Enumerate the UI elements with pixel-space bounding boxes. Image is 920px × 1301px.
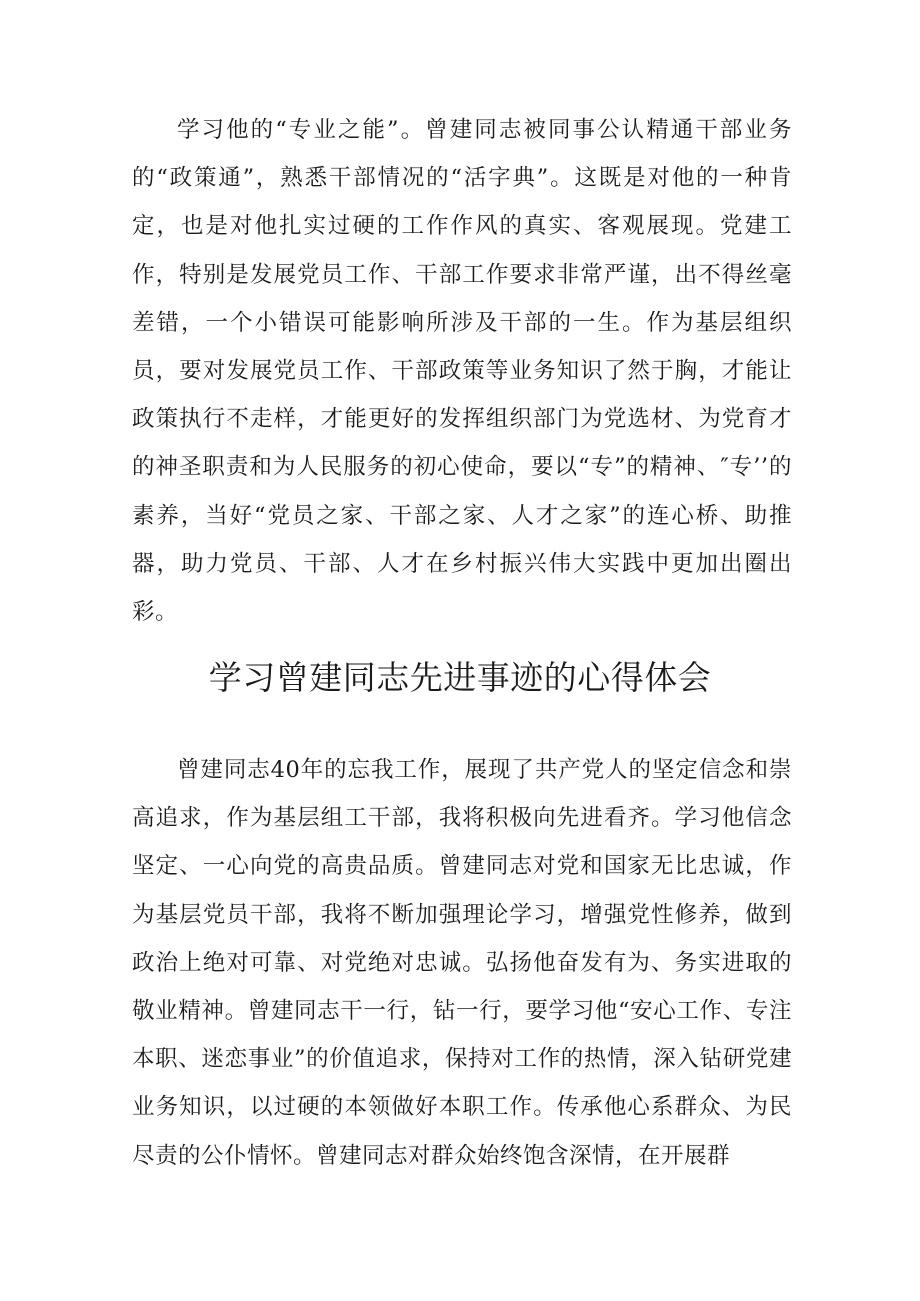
body-paragraph-reflection: 曾建同志40年的忘我工作，展现了共产党人的坚定信念和崇高追求，作为基层组工干部，我将积极向先进看齐。学习他信念坚定、一心向党的高贵品质。曾建同志对党和国家无比忠诚，作为基层党员干部，我将不断加强理论学习，增强党性修养，做到政治上绝对可靠、对党绝对忠诚。弘扬他奋发有为、务实进取的敬业精神。曾建同志干一行，钻一行，要学习他“安心工作、专注本职、迷恋事业”的价值追求，保持对工作的热情，深入钻研党建业务知识，以过硬的本领做好本职工作。传承他心系群众、为民尽责的公仆情怀。曾建同志对群众始终饱含深情，在开展群 bbox=[132, 757, 792, 1169]
body-paragraph-professional-ability: 学习他的“专业之能”。曾建同志被同事公认精通干部业务的“政策通”，熟悉干部情况的“活字典”。这既是对他的一种肯定，也是对他扎实过硬的工作作风的真实、客观展现。党建工作，特别是发展党员工作、干部工作要求非常严谨，出不得丝毫差错，一个小错误可能影响所涉及干部的一生。作为基层组织员，要对发展党员工作、干部政策等业务知识了然于胸，才能让政策执行不走样，才能更好的发挥组织部门为党选材、为党育才的神圣职责和为人民服务的初心使命，要以“专”的精神、″专’’的素养，当好“党员之家、干部之家、人才之家”的连心桥、助推器，助力党员、干部、人才在乡村振兴伟大实践中更加出圈出彩。 bbox=[132, 117, 792, 626]
article-title: 学习曾建同志先进事迹的心得体会 bbox=[208, 658, 712, 697]
